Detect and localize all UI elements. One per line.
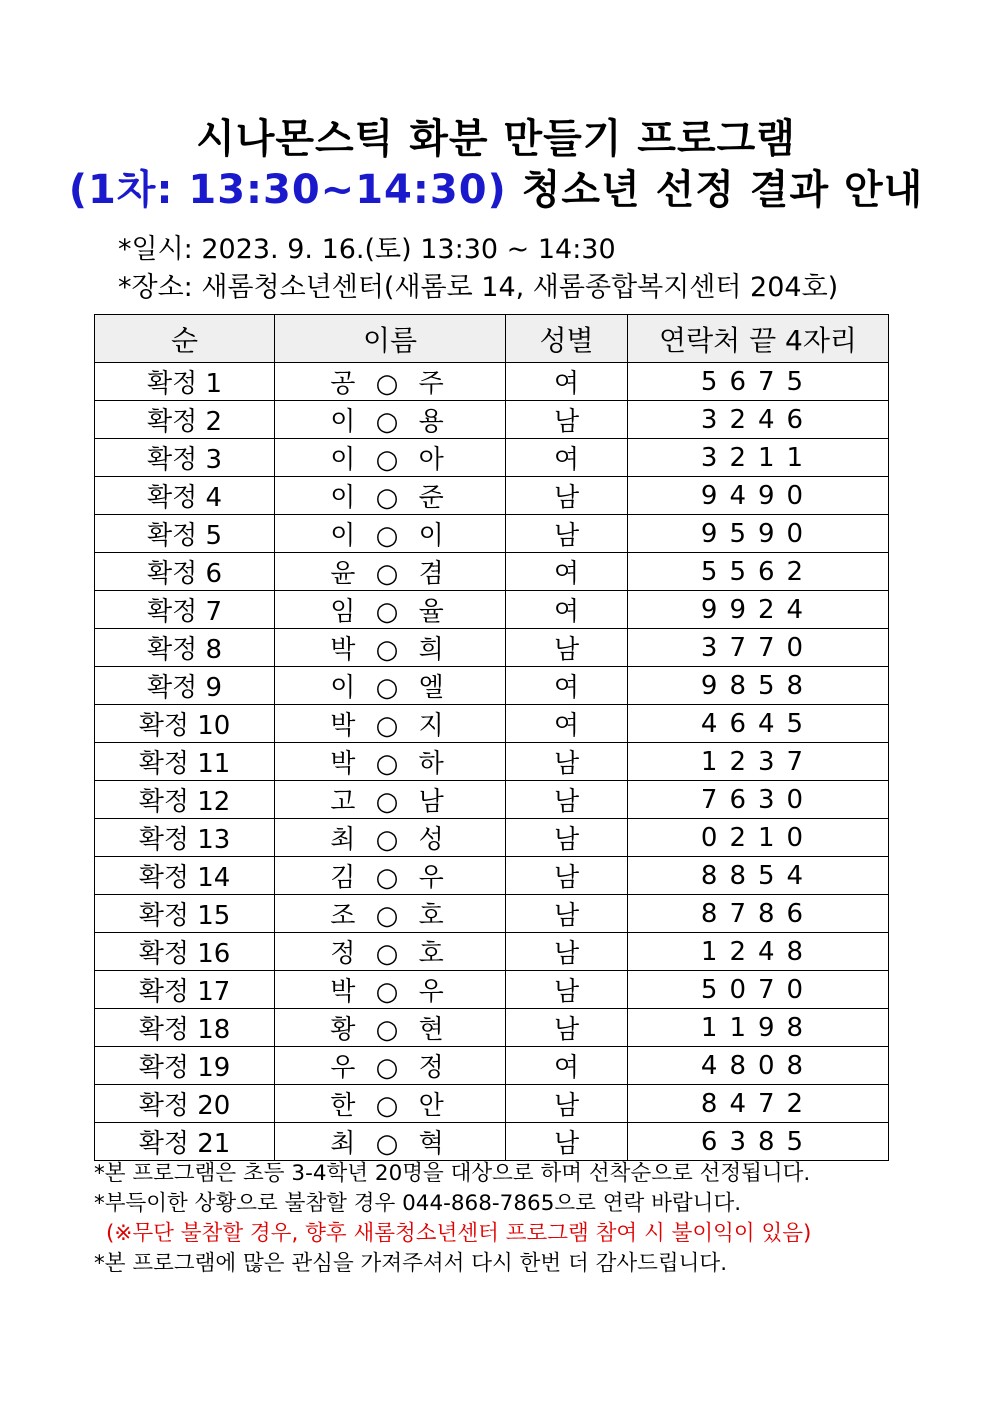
- cell-phone-last4: 5070: [628, 971, 889, 1009]
- cell-name: 우 ○ 정: [275, 1047, 506, 1085]
- cell-phone-last4: 1237: [628, 743, 889, 781]
- cell-gender: 남: [506, 781, 628, 819]
- header-phone-last4: 연락처 끝 4자리: [628, 315, 889, 363]
- cell-order: 확정 9: [95, 667, 275, 705]
- cell-name: 박 ○ 지: [275, 705, 506, 743]
- cell-gender: 남: [506, 477, 628, 515]
- table-header-row: [95, 315, 889, 363]
- table-row: [95, 743, 889, 781]
- cell-phone-last4: 3770: [628, 629, 889, 667]
- cell-name: 이 ○ 아: [275, 439, 506, 477]
- cell-order: 확정 21: [95, 1123, 275, 1161]
- cell-name: 임 ○ 율: [275, 591, 506, 629]
- event-place: *장소: 새롬청소년센터(새롬로 14, 새롬종합복지센터 204호): [118, 272, 839, 303]
- cell-gender: 여: [506, 1047, 628, 1085]
- cell-order: 확정 14: [95, 857, 275, 895]
- cell-phone-last4: 7630: [628, 781, 889, 819]
- event-datetime: *일시: 2023. 9. 16.(토) 13:30 ~ 14:30: [118, 234, 616, 265]
- cell-order: 확정 4: [95, 477, 275, 515]
- cell-phone-last4: 8786: [628, 895, 889, 933]
- cell-phone-last4: 9490: [628, 477, 889, 515]
- cell-order: 확정 1: [95, 363, 275, 401]
- page-title: 시나몬스틱 화분 만들기 프로그램: [196, 116, 796, 162]
- note-warning: (※무단 불참할 경우, 향후 새롬청소년센터 프로그램 참여 시 불이익이 있음): [106, 1221, 812, 1246]
- cell-name: 최 ○ 성: [275, 819, 506, 857]
- cell-name: 박 ○ 우: [275, 971, 506, 1009]
- table-row: [95, 857, 889, 895]
- subtitle-text: 청소년 선정 결과 안내: [521, 167, 924, 213]
- cell-name: 최 ○ 혁: [275, 1123, 506, 1161]
- cell-order: 확정 15: [95, 895, 275, 933]
- cell-name: 고 ○ 남: [275, 781, 506, 819]
- table-row: [95, 971, 889, 1009]
- cell-phone-last4: 4808: [628, 1047, 889, 1085]
- header-name: 이름: [275, 315, 506, 363]
- table-row: [95, 477, 889, 515]
- cell-gender: 여: [506, 591, 628, 629]
- cell-order: 확정 16: [95, 933, 275, 971]
- table-row: [95, 553, 889, 591]
- cell-name: 윤 ○ 겸: [275, 553, 506, 591]
- table-row: [95, 1009, 889, 1047]
- note-thanks: *본 프로그램에 많은 관심을 가져주셔서 다시 한번 더 감사드립니다.: [94, 1251, 728, 1276]
- cell-name: 정 ○ 호: [275, 933, 506, 971]
- cell-gender: 여: [506, 363, 628, 401]
- cell-phone-last4: 0210: [628, 819, 889, 857]
- cell-name: 이 ○ 이: [275, 515, 506, 553]
- cell-order: 확정 10: [95, 705, 275, 743]
- cell-name: 이 ○ 엘: [275, 667, 506, 705]
- page-subtitle: [0, 164, 992, 216]
- cell-phone-last4: 6385: [628, 1123, 889, 1161]
- cell-name: 박 ○ 희: [275, 629, 506, 667]
- cell-order: 확정 5: [95, 515, 275, 553]
- cell-name: 조 ○ 호: [275, 895, 506, 933]
- cell-gender: 여: [506, 705, 628, 743]
- table-row: [95, 705, 889, 743]
- cell-name: 김 ○ 우: [275, 857, 506, 895]
- table-row: [95, 629, 889, 667]
- cell-order: 확정 20: [95, 1085, 275, 1123]
- cell-phone-last4: 5675: [628, 363, 889, 401]
- cell-order: 확정 12: [95, 781, 275, 819]
- table-row: [95, 591, 889, 629]
- cell-order: 확정 2: [95, 401, 275, 439]
- table-row: [95, 1047, 889, 1085]
- cell-name: 공 ○ 주: [275, 363, 506, 401]
- cell-gender: 남: [506, 743, 628, 781]
- cell-name: 박 ○ 하: [275, 743, 506, 781]
- cell-phone-last4: 9924: [628, 591, 889, 629]
- cell-phone-last4: 4645: [628, 705, 889, 743]
- cell-gender: 남: [506, 895, 628, 933]
- cell-order: 확정 18: [95, 1009, 275, 1047]
- note-contact: *부득이한 상황으로 불참할 경우 044-868-7865으로 연락 바랍니다.: [94, 1191, 742, 1216]
- cell-order: 확정 8: [95, 629, 275, 667]
- cell-phone-last4: 3211: [628, 439, 889, 477]
- cell-gender: 남: [506, 1009, 628, 1047]
- cell-phone-last4: 1198: [628, 1009, 889, 1047]
- table-row: [95, 1123, 889, 1161]
- cell-gender: 남: [506, 971, 628, 1009]
- table-row: [95, 781, 889, 819]
- cell-phone-last4: 8472: [628, 1085, 889, 1123]
- notes: [94, 1159, 914, 1279]
- header-gender: 성별: [506, 315, 628, 363]
- cell-phone-last4: 9858: [628, 667, 889, 705]
- results-table: [94, 314, 889, 1161]
- session-time-highlight: (1차: 13:30~14:30): [68, 167, 507, 213]
- table-row: [95, 819, 889, 857]
- cell-phone-last4: 8854: [628, 857, 889, 895]
- cell-order: 확정 3: [95, 439, 275, 477]
- cell-order: 확정 7: [95, 591, 275, 629]
- note-eligibility: *본 프로그램은 초등 3-4학년 20명을 대상으로 하며 선착순으로 선정됩니다.: [94, 1161, 811, 1186]
- table-row: [95, 895, 889, 933]
- cell-order: 확정 13: [95, 819, 275, 857]
- table-row: [95, 515, 889, 553]
- table-row: [95, 1085, 889, 1123]
- cell-gender: 여: [506, 439, 628, 477]
- cell-phone-last4: 5562: [628, 553, 889, 591]
- cell-order: 확정 6: [95, 553, 275, 591]
- cell-gender: 남: [506, 1085, 628, 1123]
- cell-gender: 남: [506, 1123, 628, 1161]
- cell-gender: 여: [506, 553, 628, 591]
- cell-name: 한 ○ 안: [275, 1085, 506, 1123]
- cell-gender: 남: [506, 629, 628, 667]
- cell-order: 확정 19: [95, 1047, 275, 1085]
- table-row: [95, 401, 889, 439]
- cell-gender: 남: [506, 819, 628, 857]
- table-row: [95, 363, 889, 401]
- cell-gender: 남: [506, 857, 628, 895]
- cell-gender: 남: [506, 401, 628, 439]
- cell-phone-last4: 9590: [628, 515, 889, 553]
- cell-name: 이 ○ 준: [275, 477, 506, 515]
- table-row: [95, 439, 889, 477]
- cell-gender: 남: [506, 933, 628, 971]
- header-order: 순: [95, 315, 275, 363]
- cell-phone-last4: 3246: [628, 401, 889, 439]
- table-row: [95, 667, 889, 705]
- cell-order: 확정 11: [95, 743, 275, 781]
- cell-order: 확정 17: [95, 971, 275, 1009]
- cell-name: 황 ○ 현: [275, 1009, 506, 1047]
- cell-gender: 여: [506, 667, 628, 705]
- cell-phone-last4: 1248: [628, 933, 889, 971]
- table-row: [95, 933, 889, 971]
- cell-name: 이 ○ 용: [275, 401, 506, 439]
- cell-gender: 남: [506, 515, 628, 553]
